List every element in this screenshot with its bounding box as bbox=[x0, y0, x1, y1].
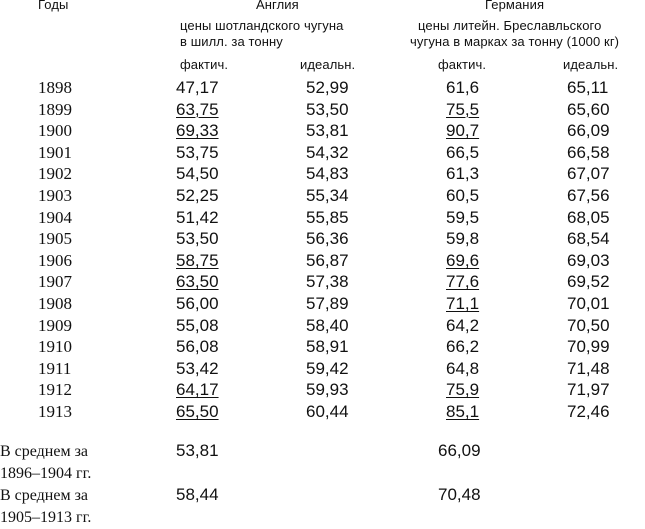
england-actual-cell: 63,75 bbox=[176, 99, 219, 119]
england-ideal-cell: 54,83 bbox=[306, 164, 349, 184]
year-cell: 1913 bbox=[38, 402, 72, 421]
year-cell: 1903 bbox=[38, 186, 72, 205]
average-1-germany: 66,09 bbox=[438, 441, 481, 460]
year-cell: 1911 bbox=[38, 358, 72, 378]
england-actual-header: фактич. bbox=[180, 57, 229, 72]
england-ideal-cell: 58,40 bbox=[306, 315, 349, 335]
england-ideal-cell: 53,81 bbox=[306, 121, 349, 141]
germany-ideal-cell: 70,99 bbox=[567, 337, 610, 357]
germany-actual-cell: 66,2 bbox=[446, 337, 480, 357]
year-cell: 1912 bbox=[38, 380, 72, 400]
germany-actual-cell: 61,3 bbox=[446, 164, 480, 184]
year-cell: 1910 bbox=[38, 337, 72, 357]
germany-actual-cell: 75,9 bbox=[446, 380, 480, 400]
england-actual-cell: 65,50 bbox=[176, 402, 219, 421]
england-actual-cell: 51,42 bbox=[176, 207, 219, 227]
england-ideal-cell: 53,50 bbox=[306, 99, 349, 119]
germany-actual-cell: 75,5 bbox=[446, 99, 480, 119]
germany-ideal-cell: 71,48 bbox=[567, 358, 610, 378]
england-actual-cell: 52,25 bbox=[176, 186, 219, 205]
germany-actual-cell: 59,5 bbox=[446, 207, 480, 227]
england-actual-cell: 56,00 bbox=[176, 294, 219, 313]
germany-actual-cell: 85,1 bbox=[446, 402, 480, 421]
england-subheader-line1: цены шотландского чугуна bbox=[180, 18, 344, 33]
germany-actual-cell: 77,6 bbox=[446, 272, 480, 292]
england-ideal-cell: 54,32 bbox=[306, 142, 349, 162]
england-ideal-cell: 60,44 bbox=[306, 402, 349, 421]
england-actual-cell: 63,50 bbox=[176, 272, 219, 292]
year-cell: 1898 bbox=[38, 78, 72, 97]
year-cell: 1908 bbox=[38, 294, 72, 313]
year-cell: 1899 bbox=[38, 99, 72, 119]
england-actual-cell: 69,33 bbox=[176, 121, 219, 141]
germany-actual-header: фактич. bbox=[438, 57, 487, 72]
average-2-england: 58,44 bbox=[176, 485, 219, 504]
germany-ideal-header: идеальн. bbox=[563, 57, 619, 72]
header-germany: Германия bbox=[485, 0, 545, 12]
england-ideal-cell: 55,34 bbox=[306, 186, 349, 205]
year-cell: 1907 bbox=[38, 272, 72, 292]
header-years: Годы bbox=[38, 0, 69, 12]
germany-ideal-cell: 67,07 bbox=[567, 164, 610, 184]
year-cell: 1904 bbox=[38, 207, 72, 227]
england-ideal-cell: 57,38 bbox=[306, 272, 349, 292]
germany-subheader-line2: чугуна в марках за тонну (1000 кг) bbox=[410, 34, 620, 49]
england-actual-cell: 64,17 bbox=[176, 380, 219, 400]
average-label-1-line2: 1896–1904 гг. bbox=[0, 465, 92, 482]
germany-ideal-cell: 71,97 bbox=[567, 380, 610, 400]
germany-ideal-cell: 69,52 bbox=[567, 272, 610, 292]
england-ideal-cell: 59,42 bbox=[306, 358, 349, 378]
germany-actual-cell: 69,6 bbox=[446, 250, 480, 270]
germany-ideal-cell: 66,09 bbox=[567, 121, 610, 141]
england-actual-cell: 53,50 bbox=[176, 229, 219, 249]
england-ideal-cell: 56,87 bbox=[306, 250, 349, 270]
germany-actual-cell: 60,5 bbox=[446, 186, 480, 205]
average-label-2-line2: 1905–1913 гг. bbox=[0, 509, 92, 526]
england-actual-cell: 54,50 bbox=[176, 164, 219, 184]
england-actual-cell: 53,75 bbox=[176, 142, 219, 162]
england-actual-cell: 55,08 bbox=[176, 315, 219, 335]
year-cell: 1900 bbox=[38, 121, 72, 141]
average-label-2-line1: В среднем за bbox=[0, 487, 89, 504]
germany-ideal-cell: 68,54 bbox=[567, 229, 610, 249]
germany-ideal-cell: 67,56 bbox=[567, 186, 610, 205]
germany-actual-cell: 64,2 bbox=[446, 315, 480, 335]
year-cell: 1901 bbox=[38, 142, 72, 162]
england-subheader-line2: в шилл. за тонну bbox=[180, 34, 283, 49]
germany-subheader-line1: цены литейн. Бреславльского bbox=[418, 18, 602, 33]
england-ideal-cell: 59,93 bbox=[306, 380, 349, 400]
germany-ideal-cell: 70,01 bbox=[567, 294, 610, 313]
germany-ideal-cell: 70,50 bbox=[567, 315, 610, 335]
england-actual-cell: 56,08 bbox=[176, 337, 219, 357]
germany-ideal-cell: 68,05 bbox=[567, 207, 610, 227]
germany-ideal-cell: 69,03 bbox=[567, 250, 610, 270]
average-2-germany: 70,48 bbox=[438, 485, 481, 504]
germany-actual-cell: 61,6 bbox=[446, 78, 480, 97]
average-label-1-line1: В среднем за bbox=[0, 443, 89, 460]
england-actual-cell: 47,17 bbox=[176, 78, 219, 97]
germany-actual-cell: 59,8 bbox=[446, 229, 480, 249]
year-cell: 1906 bbox=[38, 250, 72, 270]
england-ideal-cell: 55,85 bbox=[306, 207, 349, 227]
germany-ideal-cell: 72,46 bbox=[567, 402, 610, 421]
germany-actual-cell: 90,7 bbox=[446, 121, 480, 141]
england-ideal-cell: 52,99 bbox=[306, 78, 349, 97]
average-1-england: 53,81 bbox=[176, 441, 219, 460]
england-actual-cell: 53,42 bbox=[176, 358, 219, 378]
england-actual-cell: 58,75 bbox=[176, 250, 219, 270]
year-cell: 1905 bbox=[38, 229, 72, 249]
germany-actual-cell: 64,8 bbox=[446, 358, 480, 378]
england-ideal-cell: 58,91 bbox=[306, 337, 349, 357]
germany-ideal-cell: 65,60 bbox=[567, 99, 610, 119]
germany-ideal-cell: 66,58 bbox=[567, 142, 610, 162]
england-ideal-cell: 57,89 bbox=[306, 294, 349, 313]
header-england: Англия bbox=[256, 0, 299, 12]
germany-actual-cell: 66,5 bbox=[446, 142, 480, 162]
england-ideal-cell: 56,36 bbox=[306, 229, 349, 249]
germany-ideal-cell: 65,11 bbox=[567, 78, 609, 97]
england-ideal-header: идеальн. bbox=[300, 57, 356, 72]
year-cell: 1909 bbox=[38, 315, 72, 335]
year-cell: 1902 bbox=[38, 164, 72, 184]
germany-actual-cell: 71,1 bbox=[446, 294, 480, 313]
